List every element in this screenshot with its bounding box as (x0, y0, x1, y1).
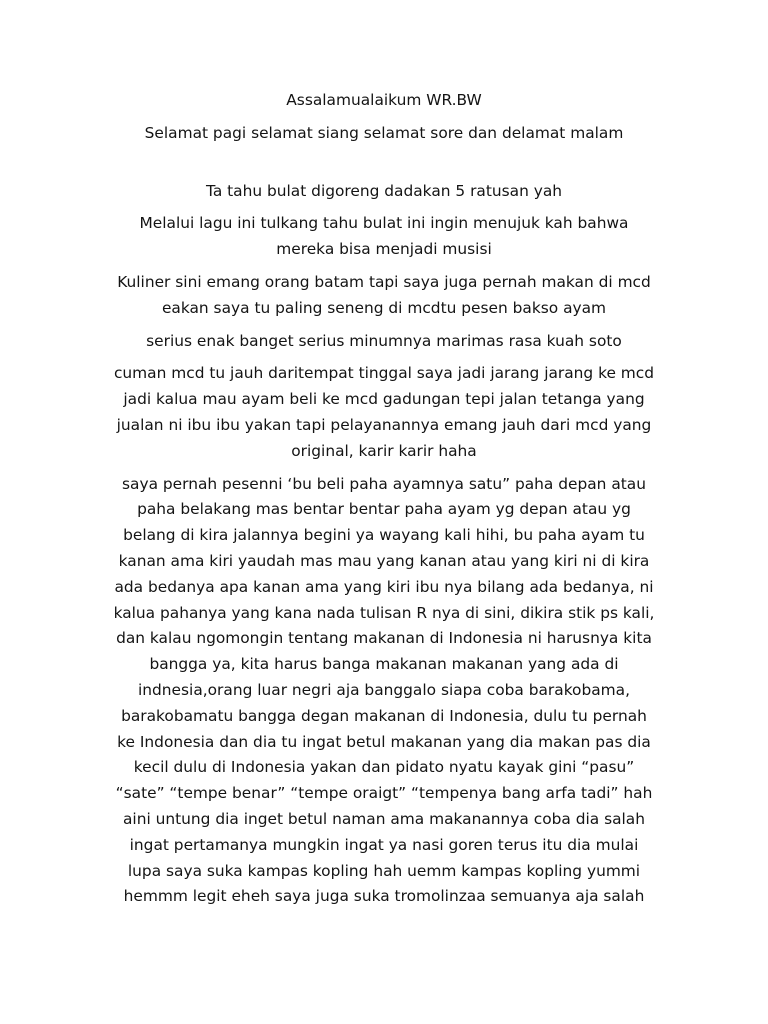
paragraph-tahu-bulat: Ta tahu bulat digoreng dadakan 5 ratusan yah (205, 181, 563, 200)
opening-line: Selamat pagi selamat siang selamat sore dan delamat malam (144, 123, 624, 142)
paragraph-mcd-jauh: cuman mcd tu jauh daritempat tinggal saya jadi jarang jarang ke mcd jadi kalua mau ayam beli ke mcd gadungan tepi jalan tetanga yang jualan ni ibu ibu yakan tapi pelayanannya emang jauh dari mcd yang original, karir karir haha (113, 364, 655, 460)
paragraph-paha-ayam: saya pernah pesenni ‘bu beli paha ayamnya satu” paha depan atau paha belakang mas bentar bentar paha ayam yg depan atau yg belang di kira jalannya begini ya wayang kali hihi, bu paha ayam tu kanan ama kiri yaudah mas mau yang kanan atau yang kiri ni di kira ada bedanya apa kanan ama yang kiri ibu nya bilang ada bedanya, ni kalua pahanya yang kana nada tulisan R nya di sini, dikira stik ps kali, dan kalau ngomongin tentang makanan di Indonesia ni harusnya kita bangga ya, kita harus banga makanan makanan yang ada di indnesia,orang luar negri aja banggalo siapa coba barakobama, barakobamatu bangga degan makanan di Indonesia, dulu tu pernah ke Indonesia dan dia tu ingat betul makanan yang dia makan pas dia kecil dulu di Indonesia yakan dan pidato nyatu kayak gini “pasu” “sate” “tempe benar” “tempe oraigt” “tempenya bang arfa tadi” hah aini untung dia inget betul naman ama makanannya coba dia salah ingat pertamanya mungkin ingat ya nasi goren terus itu dia mulai lupa saya suka kampas kopling hah uemm kampas kopling yummi hemmm legit eheh saya juga suka tromolinzaa semuanya aja salah (113, 474, 655, 906)
paragraph-musisi: Melalui lagu ini tulkang tahu bulat ini ingin menujuk kah bahwa mereka bisa menjadi musisi (139, 214, 629, 259)
document-body (84, 88, 684, 917)
greeting-line: Assalamualaikum WR.BW (286, 91, 482, 109)
paragraph-kuliner: Kuliner sini emang orang batam tapi saya juga pernah makan di mcd eakan saya tu paling seneng di mcdtu pesen bakso ayam (117, 272, 651, 317)
paragraph-serius-enak: serius enak banget serius minumnya marimas rasa kuah soto (146, 331, 622, 350)
